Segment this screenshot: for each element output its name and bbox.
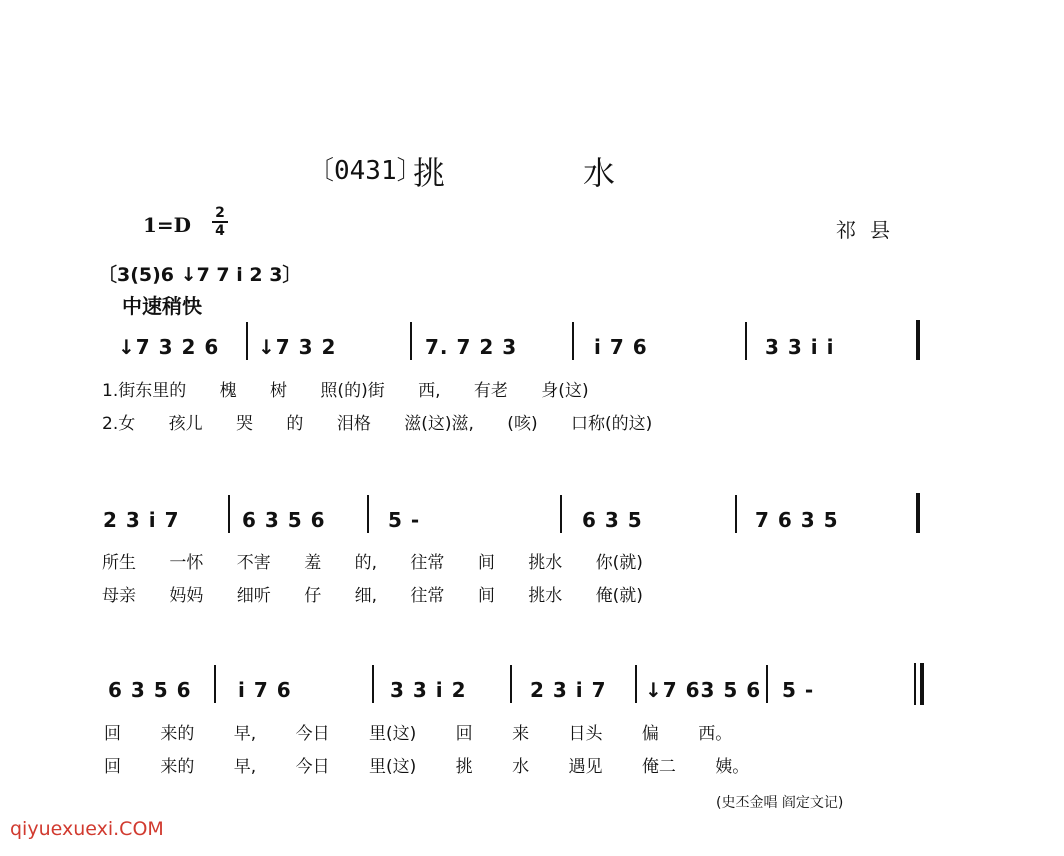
lyrics-row3-verse2: 回 来的 早, 今日 里(这) 挑 水 遇见 俺二 姨。 [104, 757, 750, 777]
barline [372, 665, 374, 703]
measure-1-1: ↓7 3 2 6 [118, 335, 220, 359]
tempo-marking: 中速稍快 [122, 294, 202, 318]
final-barline-thin [914, 663, 916, 705]
lyrics-row2-verse1: 所生 一怀 不害 羞 的, 往常 间 挑水 你(就) [102, 553, 643, 573]
barline [572, 322, 574, 360]
final-barline-thick [920, 663, 924, 705]
key-signature: 1=D [143, 213, 192, 237]
song-number: 〔0431〕 [308, 156, 423, 186]
barline-end [916, 493, 920, 533]
measure-2-5: 7 6 3 5 [755, 508, 839, 532]
measure-2-4: 6 3 5 [582, 508, 643, 532]
measure-2-1: 2 3 i 7 [103, 508, 180, 532]
barline [410, 322, 412, 360]
barline [766, 665, 768, 703]
barline [246, 322, 248, 360]
time-sig-bottom: 4 [215, 223, 225, 239]
measure-1-3: 7. 7 2 3 [425, 335, 518, 359]
time-sig-top: 2 [215, 205, 225, 221]
barline [745, 322, 747, 360]
measure-3-1: 6 3 5 6 [108, 678, 192, 702]
barline [510, 665, 512, 703]
measure-3-2: i 7 6 [238, 678, 292, 702]
region-label: 祁县 [836, 218, 904, 242]
lyrics-row3-verse1: 回 来的 早, 今日 里(这) 回 来 日头 偏 西。 [104, 724, 733, 744]
lyrics-row2-verse2: 母亲 妈妈 细听 仔 细, 往常 间 挑水 俺(就) [102, 586, 643, 606]
song-title-char-2: 水 [583, 154, 616, 192]
measure-1-4: i 7 6 [594, 335, 648, 359]
barline [735, 495, 737, 533]
performer-credit: (史丕金唱 阎定文记) [716, 795, 844, 811]
intro-notation: 〔3(5)6 ↓7 7 i 2 3〕 [98, 264, 302, 286]
measure-3-4: 2 3 i 7 [530, 678, 607, 702]
watermark-logo: qiyuexuexi.COM [10, 818, 164, 840]
barline [560, 495, 562, 533]
measure-1-2: ↓7 3 2 [258, 335, 337, 359]
barline [214, 665, 216, 703]
measure-2-2: 6 3 5 6 [242, 508, 326, 532]
time-signature [212, 206, 228, 238]
barline [635, 665, 637, 703]
measure-2-3: 5 - [388, 508, 421, 532]
barline-end [916, 320, 920, 360]
measure-3-6: 5 - [782, 678, 815, 702]
measure-3-5: ↓7 63 5 6 [645, 678, 762, 702]
lyrics-row1-verse1: 1.街东里的 槐 树 照(的)街 西, 有老 身(这) [102, 381, 589, 401]
measure-1-5: 3 3 i i [765, 335, 835, 359]
lyrics-row1-verse2: 2.女 孩儿 哭 的 泪格 滋(这)滋, (咳) 口称(的这) [102, 414, 653, 434]
song-title-char-1: 挑 [413, 154, 446, 192]
measure-3-3: 3 3 i 2 [390, 678, 467, 702]
barline [367, 495, 369, 533]
barline [228, 495, 230, 533]
